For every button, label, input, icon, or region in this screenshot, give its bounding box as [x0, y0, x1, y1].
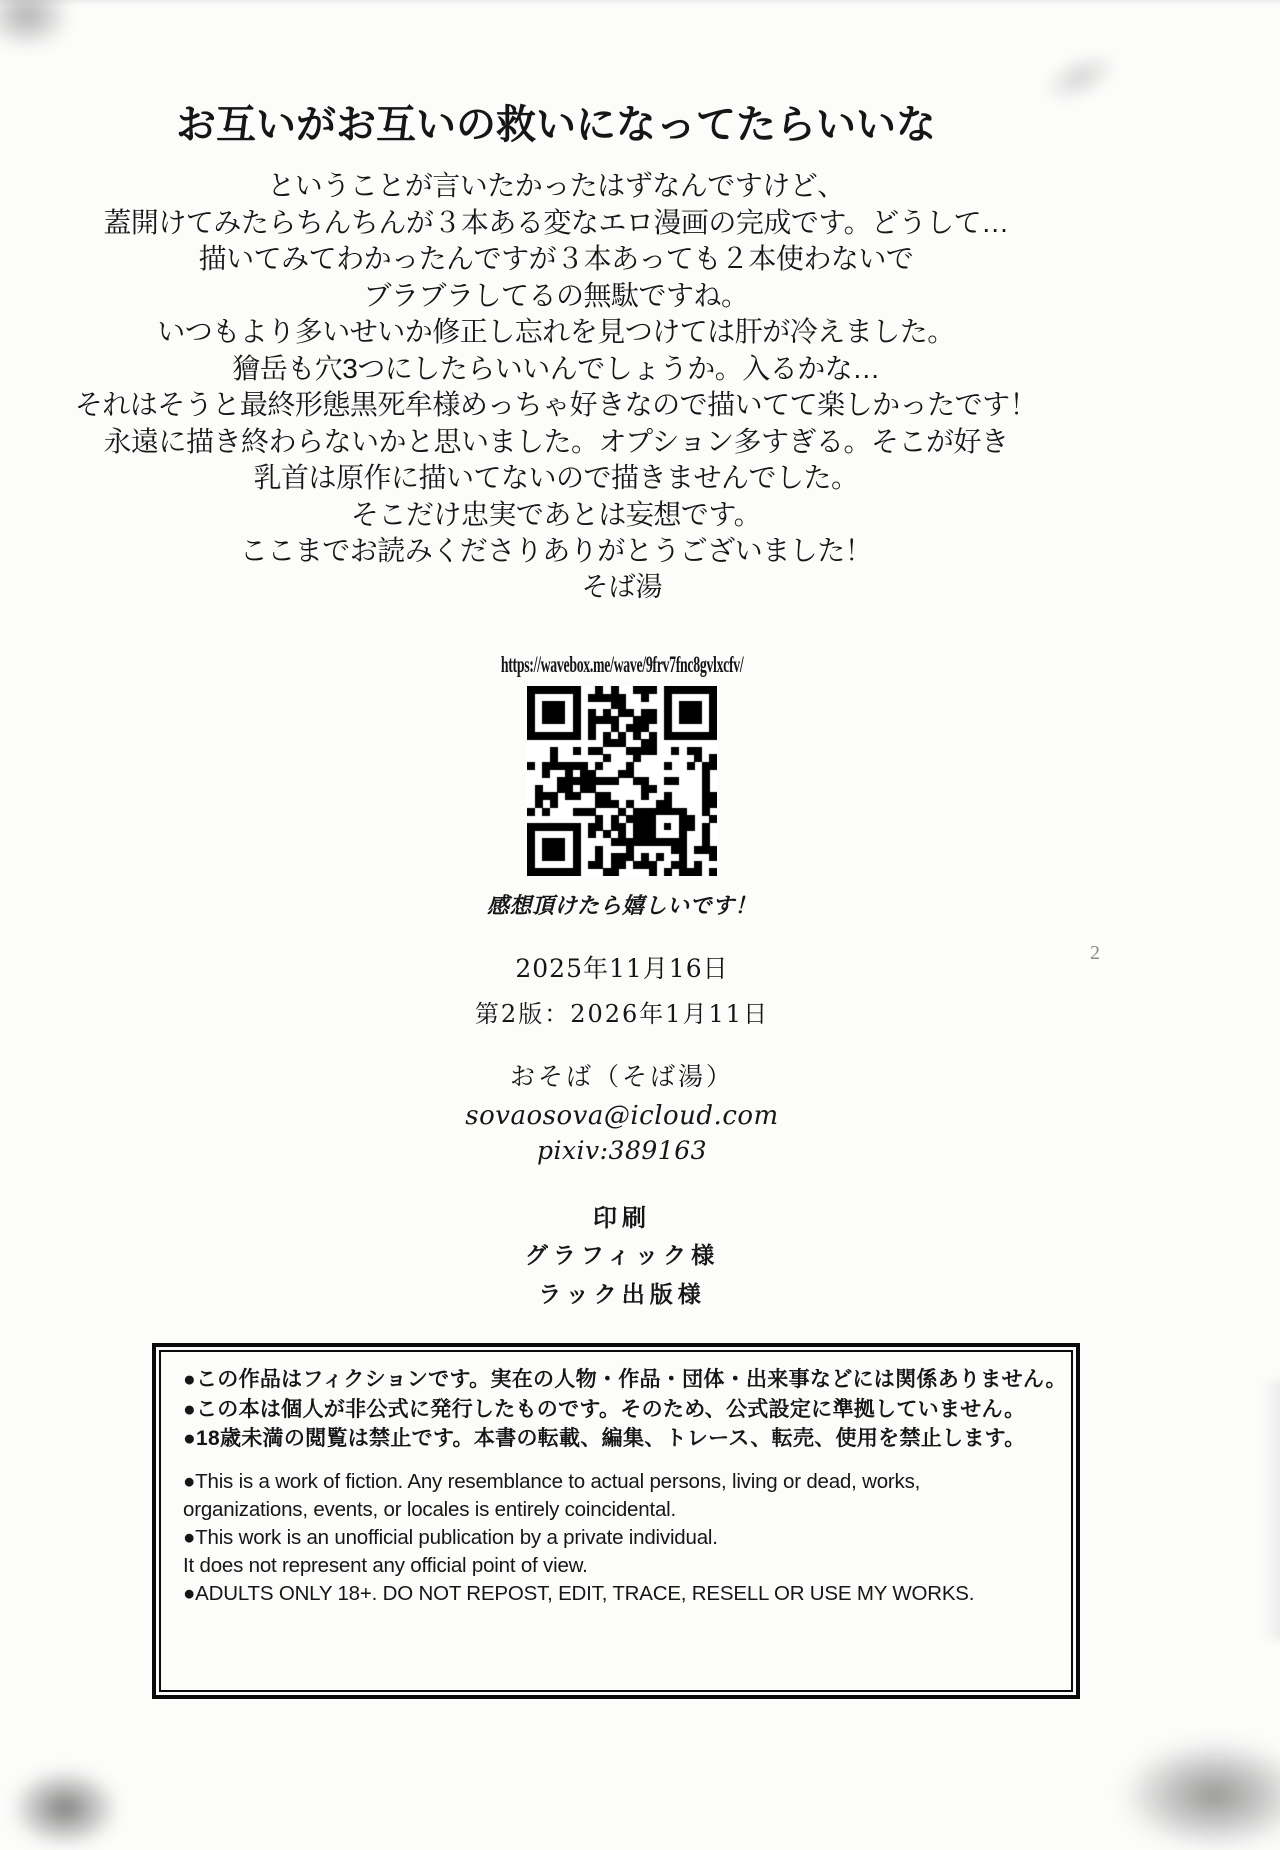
- scan-smudge: [10, 1768, 120, 1848]
- disclaimer-line: It does not represent any official point of view.: [183, 1553, 588, 1577]
- afterword-line: そこだけ忠実であとは妄想です。: [350, 498, 762, 530]
- printing-heading: 印刷: [593, 1203, 651, 1232]
- afterword-line: いつもより多いせいか修正し忘れを見つけては肝が冷えました。: [157, 316, 955, 347]
- colophon-column: [122, 570, 1122, 1311]
- disclaimer-japanese: [183, 1365, 1067, 1454]
- disclaimer-box: [152, 1343, 1080, 1699]
- qr-wrap: [122, 686, 1122, 881]
- afterword-line: 描いてみてわかったんですが３本あっても２本使わないで: [198, 243, 914, 274]
- disclaimer-line: ●この作品はフィクションです。実在の人物・作品・団体・出来事などには関係ありません。: [183, 1368, 1067, 1391]
- disclaimer-line: ●ADULTS ONLY 18+. DO NOT REPOST, EDIT, TRACE, RESELL OR USE MY WORKS.: [183, 1581, 975, 1605]
- author-pixiv-id: pixiv:389163: [536, 1136, 708, 1165]
- disclaimer-line: organizations, events, or locales is entirely coincidental.: [183, 1497, 676, 1521]
- disclaimer-line: ●This work is an unofficial publication by a private individual.: [183, 1525, 718, 1549]
- disclaimer-line: ●This is a work of fiction. Any resemblance to actual persons, living or dead, works,: [183, 1469, 921, 1493]
- disclaimer-english: [183, 1468, 1055, 1608]
- second-edition-date: 第2版：2026年1月11日: [474, 1000, 770, 1028]
- feedback-url: https://wavebox.me/wave/9frv7fnc8gvlxcfv/: [500, 652, 744, 677]
- afterword-line: 獪岳も穴3つにしたらいいんでしょうか。入るかな…: [232, 352, 880, 384]
- disclaimer-line: ●この本は個人が非公式に発行したものです。そのため、公式設定に準拠していません。: [183, 1397, 1026, 1421]
- disclaimer-line: ●18歳未満の閲覧は禁止です。本書の転載、編集、トレース、転売、使用を禁止します。: [183, 1427, 1026, 1450]
- afterword-line: ブラブラしてるの無駄ですね。: [363, 279, 749, 311]
- qr-caption: 感想頂けたら嬉しいです！: [486, 893, 757, 918]
- afterword-line: 永遠に描き終わらないかと思いました。オプション多すぎる。そこが好き: [103, 425, 1009, 457]
- afterword-line: 乳首は原作に描いてないので描きませんでした。: [253, 462, 859, 493]
- author-name: おそば（そば湯）: [509, 1062, 734, 1091]
- afterword-text: [56, 168, 1056, 570]
- afterword-line: ということが言いたかったはずなんですけど、: [267, 170, 845, 201]
- page-number: 2: [1090, 942, 1100, 964]
- disclaimer-box-inner: [159, 1350, 1073, 1692]
- afterword-column: [56, 0, 1056, 570]
- afterword-line: 蓋開けてみたらちんちんが３本ある変なエロ漫画の完成です。どうして…: [103, 206, 1009, 238]
- first-edition-date: 2025年11月16日: [515, 954, 729, 983]
- scan-edge-shadow: [1262, 1380, 1280, 1640]
- scan-smudge: [1120, 1740, 1280, 1850]
- qr-code: [527, 686, 717, 876]
- printer-name: ラック出版様: [538, 1281, 706, 1308]
- author-signature: そば湯: [581, 572, 663, 602]
- printer-name: グラフィック様: [524, 1242, 720, 1269]
- afterword-line: ここまでお読みくださりありがとうございました！: [239, 535, 873, 566]
- author-email: sovaosova@icloud.com: [465, 1101, 779, 1131]
- page-title: お互いがお互いの救いになってたらいいな: [176, 103, 936, 147]
- afterword-line: それはそうと最終形態黒死牟様めっちゃ好きなので描いてて楽しかったです！: [74, 389, 1038, 420]
